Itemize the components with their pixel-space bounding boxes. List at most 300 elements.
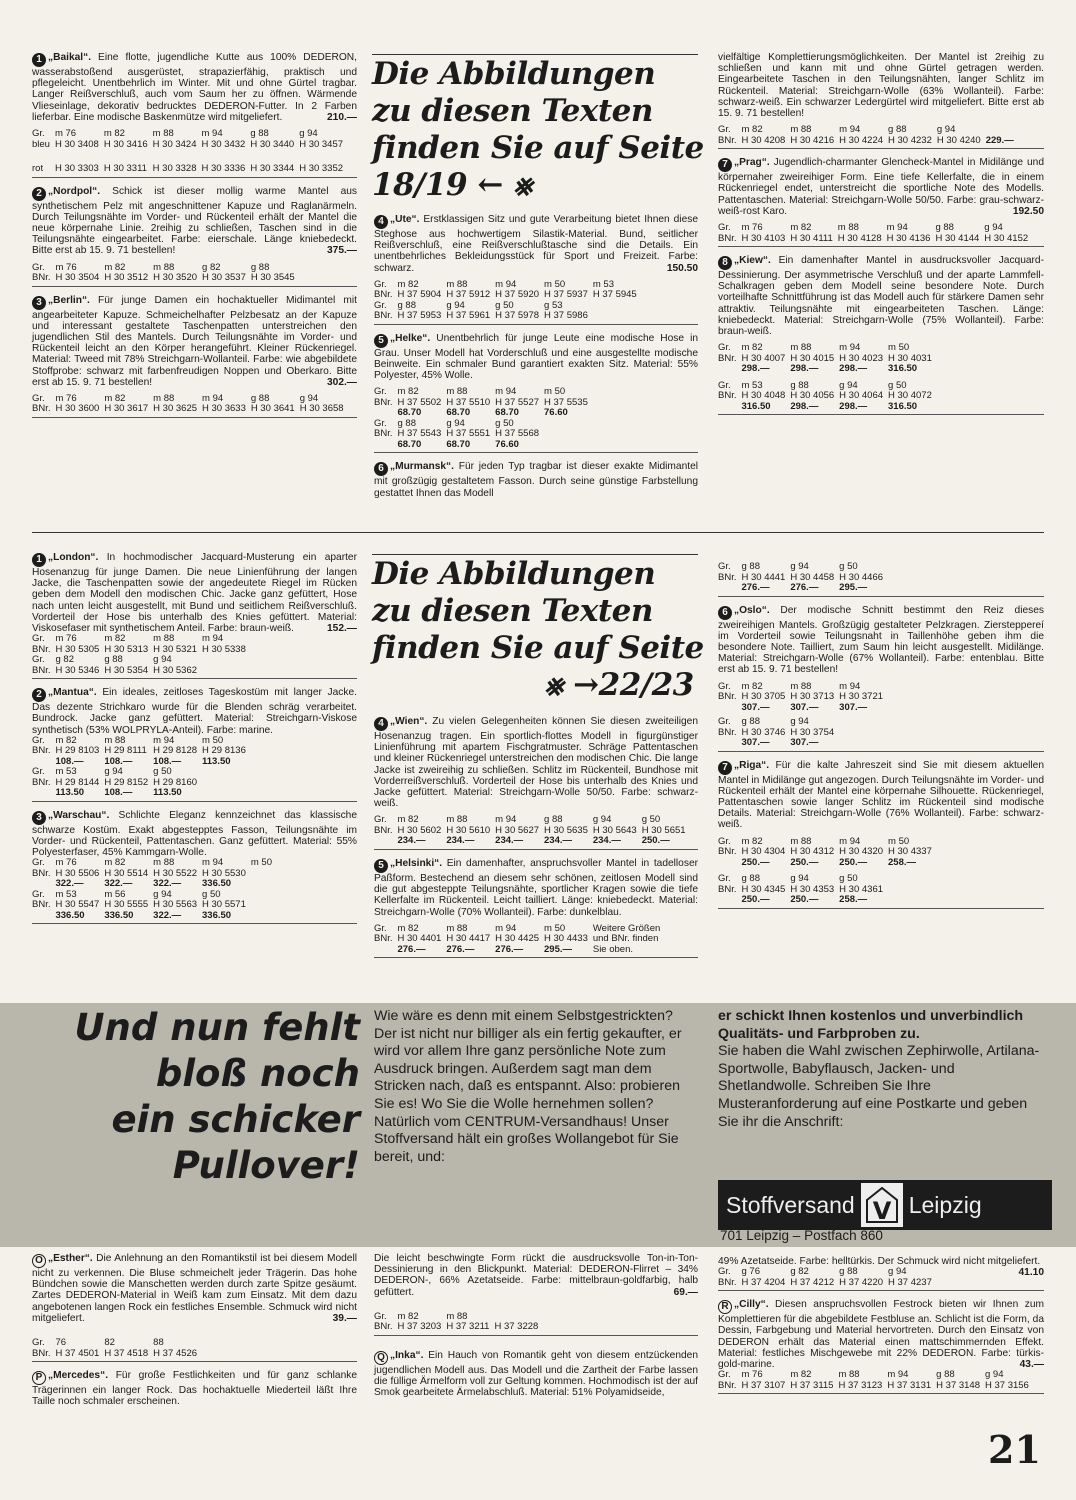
size-cell: Gr. bbox=[374, 417, 387, 429]
size-cell: 336.50 bbox=[104, 909, 134, 921]
size-cell: BNr. bbox=[718, 726, 737, 738]
item-text: vielfältige Komplettierungsmöglichkeiten. Der Mantel ist 2reihig zu schließen und kann mit und ohne Gürtel getragen werden. Eingearbeitete Taschen in den Teilungsnähten, langer Schlitz im Rückenteil. Material: Streichgarn-Wolle (63% Wollanteil). Farbe: schwarz-weiß. Ein schwarzer Ledergürtel wird mitgeliefert. Bitte erst ab 15. 9. 71 bestellen! bbox=[718, 52, 1044, 120]
size-cell: 76.60 bbox=[544, 407, 568, 419]
size-cell: H 30 4320 bbox=[839, 846, 884, 858]
item-price: 69.— bbox=[673, 1286, 698, 1298]
size-cell: 68.70 bbox=[446, 407, 471, 419]
size-cell bbox=[718, 583, 741, 594]
size-cell: H 37 4518 bbox=[104, 1347, 149, 1359]
size-cell: H 30 3600 bbox=[55, 403, 100, 415]
size-cell: m 94 bbox=[495, 922, 517, 934]
size-cell: m 82 bbox=[741, 680, 763, 692]
v-logo-icon bbox=[861, 1183, 903, 1227]
size-cell: 250.— bbox=[790, 894, 819, 906]
item-text: Unentbehrlich für junge Leute eine modische Hose in Grau. Unser Modell hat Vorderschluß und eine ausgestellte modische Beinweite. Ein schmaler Bund garantiert exakten Sitz. Material: 55% Polyester, 45% Wolle. bbox=[374, 332, 698, 382]
size-cell: m 50 bbox=[544, 386, 566, 398]
size-cell: H 30 4345 bbox=[741, 883, 786, 895]
size-cell: m 88 bbox=[446, 814, 468, 826]
size-cell: H 30 4152 bbox=[984, 232, 1029, 244]
size-cell: 298.— bbox=[839, 363, 868, 375]
size-cell: 234.— bbox=[544, 835, 573, 847]
slogan-line: ein schicker bbox=[111, 1098, 360, 1141]
item-berlin bbox=[32, 295, 357, 418]
size-cell: H 30 4103 bbox=[741, 232, 786, 244]
size-cell: H 37 3107 bbox=[741, 1379, 786, 1391]
size-cell: H 30 5514 bbox=[104, 867, 149, 879]
item-text: Ein ideales, zeitloses Tageskostüm mit langer Jacke. Das dezente Strichkaro wurde für die Blenden schräg verarbeitet. Bundrock. Jacke ganz gefüttert. Material: Streichgarn-Viskose synthetisch (53% WOLPRYLA-Anteil). Farbe: marine. bbox=[32, 687, 357, 736]
size-cell: m 50 bbox=[888, 835, 910, 847]
item-name: „Helsinki“. bbox=[390, 857, 443, 869]
size-cell: BNr. bbox=[32, 643, 51, 655]
promo-text-right bbox=[718, 1008, 1048, 1131]
item-price: 152.— bbox=[326, 623, 357, 635]
column-right-top bbox=[718, 52, 1044, 423]
item-name: „Nordpol“. bbox=[48, 185, 101, 197]
size-cell: Gr. bbox=[32, 734, 45, 746]
size-cell: g 88 bbox=[888, 124, 907, 136]
item-text: Erstklassigen Sitz und gute Verarbeitung bietet Ihnen diese Steghose aus hochwertigem Silastik-Material. Bund, seitlicher Reißverschluß, eine Reißverschlußtasche sind die Details. Ein unentbehrliches Bekleidungsstück für Sport und Freizeit. Farbe: schwarz. bbox=[374, 214, 698, 274]
item-price: 41.10 bbox=[1018, 1267, 1044, 1279]
size-cell: und BNr. finden bbox=[592, 933, 659, 945]
size-cell: 234.— bbox=[397, 835, 426, 847]
size-cell: H 30 3520 bbox=[153, 272, 198, 284]
size-cell: BNr. bbox=[718, 571, 737, 583]
size-cell: 276.— bbox=[397, 943, 426, 955]
size-cell: m 94 bbox=[202, 633, 224, 645]
size-cell: 250.— bbox=[641, 835, 670, 847]
size-cell: H 37 3131 bbox=[887, 1379, 932, 1391]
size-cell: H 30 4466 bbox=[839, 571, 884, 583]
size-cell: H 37 3156 bbox=[985, 1379, 1029, 1391]
size-cell: g 82 bbox=[202, 261, 221, 273]
size-cell: H 30 5555 bbox=[104, 899, 149, 911]
column-middle-top bbox=[374, 214, 698, 507]
size-cell: BNr. bbox=[718, 1276, 737, 1288]
size-cell bbox=[718, 402, 741, 413]
size-cell bbox=[32, 788, 55, 799]
size-cell: m 94 bbox=[839, 124, 861, 136]
size-cell: m 94 bbox=[886, 222, 908, 234]
item-name: „Wien“. bbox=[390, 716, 428, 727]
size-cell: BNr. bbox=[374, 1321, 393, 1333]
headline-line: finden Sie auf Seite bbox=[372, 630, 704, 666]
size-cell: Gr. bbox=[32, 888, 45, 900]
size-cell: Gr. bbox=[718, 835, 731, 847]
size-cell: H 30 4240 bbox=[936, 134, 981, 146]
item-letter: O bbox=[32, 1254, 46, 1268]
size-table bbox=[32, 858, 357, 924]
size-cell: g 94 bbox=[839, 379, 858, 391]
size-cell: H 30 5635 bbox=[544, 824, 588, 836]
size-cell: g 94 bbox=[790, 561, 809, 572]
item-name: „Esther“. bbox=[48, 1253, 93, 1264]
size-cell: m 82 bbox=[55, 734, 77, 746]
size-cell: g 88 bbox=[250, 128, 269, 140]
size-cell: m 88 bbox=[790, 342, 812, 354]
item-text: Für junge Damen ein hochaktueller Midimantel mit angearbeiteter Kapuze. Schmeichelhafter Pelzbesatz an der Kapuze und interessant gestaltete Taschenpatten unterstreichen den jugendlichen Stil des Mantels. Durch Teilungsnähte im Vorder- und Rückenteil leicht an den Körper herangeführt. Kleiner Rückenriegel. Material: Tweed mit 78% Streichgarn-Wollanteil. Farbe: wie abgebildete Stoffprobe: schwarz mit farbenfreudigen Noppen und Oberkaro. Bitte erst ab 15. 9. 71 bestellen! bbox=[32, 294, 357, 388]
size-cell: 258.— bbox=[839, 894, 868, 906]
size-cell: H 30 4401 bbox=[397, 933, 442, 945]
size-cell: H 30 4072 bbox=[888, 390, 932, 402]
size-cell: H 30 3625 bbox=[153, 403, 198, 415]
size-cell: m 50 bbox=[888, 342, 910, 354]
size-cell: g 94 bbox=[790, 716, 809, 728]
size-cell: g 94 bbox=[790, 873, 809, 885]
headline-line: zu diesen Texten bbox=[372, 93, 653, 129]
size-cell: m 88 bbox=[152, 128, 174, 140]
item-name: „Cilly“. bbox=[734, 1299, 769, 1311]
size-table bbox=[374, 924, 698, 959]
size-cell: Gr. bbox=[374, 922, 387, 934]
promo-bold-text: er schickt Ihnen kostenlos und unverbindlich Qualitäts- und Farbproben zu. bbox=[718, 1008, 1024, 1042]
item-helke bbox=[374, 333, 698, 454]
item-text: Der modische Schnitt bestimmt den Reiz dieses zweireihigen Mantels. Großzügig gestalteter Pelzkragen. Ziersteppereí im Vorderteil sowie Teilungsnaht in Taillenhöhe geben ihm die besondere Note. Tailliert, zum Saum hin leicht ausgestellt. Midilänge. Material: Streichgarn-Wolle (67% Wollanteil). Farbe: entenblau. Bitte erst ab 15. 9. 71 bestellen! bbox=[718, 604, 1044, 676]
item-number: 5 bbox=[374, 334, 388, 348]
size-cell: 322.— bbox=[55, 878, 84, 890]
size-cell: H 30 3432 bbox=[201, 138, 246, 150]
size-cell: H 30 3328 bbox=[152, 163, 197, 175]
size-cell: 108.— bbox=[104, 755, 133, 767]
size-cell: g 50 bbox=[839, 561, 858, 572]
size-cell: H 30 3424 bbox=[152, 138, 197, 150]
size-cell: Gr. bbox=[718, 1266, 731, 1278]
headline-line: Die Abbildungen bbox=[372, 556, 656, 592]
size-cell: 298.— bbox=[790, 400, 819, 412]
size-cell: 250.— bbox=[741, 856, 770, 868]
size-cell: m 82 bbox=[741, 342, 763, 354]
size-cell: H 30 3721 bbox=[839, 691, 884, 703]
size-cell: H 37 5535 bbox=[544, 396, 588, 408]
item-price: 150.50 bbox=[666, 262, 698, 274]
size-cell: H 29 8128 bbox=[153, 745, 198, 757]
size-cell: 113.50 bbox=[202, 755, 231, 767]
size-cell: m 88 bbox=[104, 734, 126, 746]
size-cell: m 94 bbox=[201, 128, 223, 140]
size-cell: g 88 bbox=[544, 814, 563, 826]
size-cell: H 29 8152 bbox=[104, 776, 149, 788]
size-cell: 258.— bbox=[888, 856, 917, 868]
size-table bbox=[718, 343, 1044, 415]
size-cell: H 37 5510 bbox=[446, 396, 491, 408]
size-table bbox=[32, 129, 357, 178]
size-cell: H 30 4064 bbox=[839, 390, 884, 402]
size-cell: m 50 bbox=[250, 857, 272, 869]
size-table bbox=[718, 562, 1044, 597]
item-name: „Warschau“. bbox=[48, 809, 110, 821]
promo-body-text: Sie haben die Wahl zwischen Zephirwolle, Artilana-Sportwolle, Babyflausch, Jacken- und Shetlandwolle. Schreiben Sie Ihre Musteranforderung auf eine Postkarte und geben Sie ihr die Anschrift: bbox=[718, 1043, 1040, 1130]
size-cell: m 88 bbox=[446, 386, 468, 398]
size-cell: H 30 3713 bbox=[790, 691, 835, 703]
size-table bbox=[718, 1370, 1044, 1394]
size-cell: 298.— bbox=[839, 400, 868, 412]
size-cell: m 88 bbox=[446, 1310, 468, 1322]
size-cell: H 30 4208 bbox=[741, 134, 786, 146]
size-cell: m 94 bbox=[839, 342, 861, 354]
item-text: Ein damenhafter Mantel in ausdrucksvoller Jacquard-Dessinierung. Der asymmetrische Verschluß und der aparte Lammfell-Schalkragen geben dem Modell seine besondere Note. Durch vorteilhafte Schnittführung ist das Modell auch für stärkere Damen sehr attraktiv. Teilungsnähte mit eingearbeiteten Taschen. Länge: kniebedeckt. Material: Streichgarn-Wolle (75% Wollanteil). Farbe: braun-weiß. bbox=[718, 255, 1044, 338]
size-cell: H 37 5502 bbox=[397, 396, 442, 408]
headline-line: 18/19 ← ⨳ bbox=[372, 167, 532, 203]
item-number: 2 bbox=[32, 187, 46, 201]
size-cell: g 50 bbox=[888, 379, 907, 391]
size-cell: BNr. bbox=[32, 1347, 51, 1359]
size-cell: Gr. bbox=[32, 392, 45, 404]
size-cell: H 30 4337 bbox=[888, 846, 932, 858]
item-number: 7 bbox=[718, 761, 732, 775]
size-cell: m 82 bbox=[741, 124, 763, 136]
size-table bbox=[32, 263, 357, 287]
item-inka-cont bbox=[718, 1256, 1044, 1291]
size-cell: g 94 bbox=[153, 888, 172, 900]
item-number: 3 bbox=[32, 296, 46, 310]
size-cell: m 56 bbox=[104, 888, 126, 900]
size-cell: BNr. bbox=[718, 390, 737, 402]
size-cell: g 94 bbox=[984, 222, 1003, 234]
size-cell: g 88 bbox=[839, 1266, 858, 1278]
size-cell: Gr. bbox=[374, 1310, 387, 1322]
size-cell: g 88 bbox=[790, 379, 809, 391]
item-oslo bbox=[718, 605, 1044, 752]
size-cell: g 94 bbox=[985, 1369, 1004, 1381]
size-cell: m 82 bbox=[103, 128, 125, 140]
size-cell: H 37 4212 bbox=[790, 1276, 835, 1288]
size-cell: H 30 4232 bbox=[888, 134, 932, 146]
size-cell: H 30 3440 bbox=[250, 138, 295, 150]
size-cell: m 82 bbox=[104, 392, 126, 404]
item-name: „Riga“. bbox=[734, 759, 770, 771]
item-esther bbox=[32, 1253, 357, 1362]
item-text: Die leicht beschwingte Form rückt die ausdrucksvolle Ton-in-Ton-Dessinierung in den Blickpunkt. Material: DEDERON-Flirret – 34% DEDERON-, 66% Azetatseide. Farbe: mittelbraun-goldfarbig, halb gefüttert. bbox=[374, 1253, 698, 1298]
size-cell: H 30 5338 bbox=[202, 643, 246, 655]
size-cell: m 53 bbox=[592, 278, 614, 290]
size-cell: Gr. bbox=[374, 278, 387, 290]
item-letter: R bbox=[718, 1300, 732, 1314]
logo-right-text: Leipzig bbox=[908, 1191, 982, 1218]
size-cell: m 53 bbox=[55, 766, 77, 778]
item-prag bbox=[718, 157, 1044, 247]
size-cell: Gr. bbox=[718, 561, 731, 572]
size-cell: Gr. bbox=[718, 680, 731, 692]
size-cell: H 30 4304 bbox=[741, 846, 786, 858]
size-cell: H 37 5937 bbox=[544, 289, 588, 301]
item-number: 1 bbox=[32, 553, 46, 567]
size-cell: 276.— bbox=[446, 943, 475, 955]
size-table bbox=[718, 837, 1044, 909]
size-cell: H 30 4023 bbox=[839, 352, 884, 364]
item-name: „Helke“. bbox=[390, 332, 431, 344]
item-text: Ein damenhafter, anspruchsvoller Mantel in tadelloser Paßform. Bestechend an diesem sehr schönen, zeitlosen Modell sind die gut abgesteppte Teilungsnähte, sportlicher Kragen sowie die tiefe Kellerfalte im Rückenteil. Leicht tailliert. Länge: kniebedeckt. Material: Streichgarn-Wolle (70% Wollanteil). Farbe: dunkelblau. bbox=[374, 857, 698, 918]
size-cell: bleu bbox=[32, 138, 50, 150]
item-wien bbox=[374, 716, 698, 850]
size-cell: g 94 bbox=[592, 814, 612, 826]
size-cell: H 30 4048 bbox=[741, 390, 786, 402]
size-cell: Gr. bbox=[32, 1337, 45, 1349]
size-cell: m 82 bbox=[397, 1310, 419, 1322]
slogan-line: Und nun fehlt bbox=[74, 1006, 360, 1049]
size-table bbox=[374, 815, 698, 850]
item-name: „Inka“. bbox=[390, 1349, 424, 1361]
size-cell: H 29 8136 bbox=[202, 745, 246, 757]
size-cell: m 82 bbox=[104, 261, 126, 273]
size-cell: g 94 bbox=[446, 417, 465, 429]
size-cell: m 88 bbox=[838, 1369, 860, 1381]
size-cell: H 29 8103 bbox=[55, 745, 100, 757]
item-murmansk bbox=[374, 461, 698, 498]
size-cell: H 30 5563 bbox=[153, 899, 198, 911]
size-cell: BNr. bbox=[374, 824, 393, 836]
size-table bbox=[32, 394, 357, 418]
size-cell bbox=[374, 836, 397, 847]
headline-bottom bbox=[372, 556, 704, 704]
size-cell: 68.70 bbox=[397, 438, 422, 450]
size-cell: H 30 4312 bbox=[790, 846, 835, 858]
size-cell: BNr. bbox=[32, 272, 51, 284]
size-cell: 250.— bbox=[839, 856, 868, 868]
slogan-line: bloß noch bbox=[155, 1052, 360, 1095]
item-murmansk-cont bbox=[718, 52, 1044, 149]
size-cell: 307.— bbox=[741, 737, 770, 749]
size-cell: H 30 5530 bbox=[202, 867, 246, 879]
size-cell: H 30 5522 bbox=[153, 867, 198, 879]
size-cell: Gr. bbox=[32, 766, 45, 778]
size-cell: H 30 3336 bbox=[201, 163, 246, 175]
size-cell: g 88 bbox=[397, 299, 416, 311]
size-cell: m 94 bbox=[887, 1369, 909, 1381]
size-cell: H 30 5651 bbox=[641, 824, 686, 836]
size-cell: H 30 5643 bbox=[592, 824, 637, 836]
size-cell: 68.70 bbox=[495, 407, 519, 419]
item-number: 4 bbox=[374, 215, 388, 229]
size-cell: H 37 5543 bbox=[397, 428, 442, 440]
column-left-top bbox=[32, 52, 357, 426]
item-number: 4 bbox=[374, 717, 388, 731]
size-cell: g 88 bbox=[741, 716, 760, 728]
size-cell: g 76 bbox=[741, 1266, 760, 1278]
size-cell: 307.— bbox=[839, 701, 868, 713]
size-cell: m 53 bbox=[55, 888, 77, 900]
size-table bbox=[718, 125, 1044, 149]
size-cell: 76 bbox=[55, 1337, 67, 1349]
size-cell: H 30 3512 bbox=[104, 272, 149, 284]
size-cell: Gr. bbox=[32, 654, 45, 666]
size-cell: m 94 bbox=[495, 386, 517, 398]
size-cell: g 82 bbox=[55, 654, 74, 666]
size-cell: BNr. bbox=[374, 289, 393, 301]
divider bbox=[372, 554, 698, 555]
size-cell: m 88 bbox=[153, 261, 175, 273]
size-cell: g 94 bbox=[299, 128, 318, 140]
item-number: 2 bbox=[32, 688, 46, 702]
item-kiew bbox=[718, 255, 1044, 415]
item-name: „Ute“. bbox=[390, 214, 420, 225]
size-cell: H 30 4136 bbox=[886, 232, 931, 244]
size-cell: H 30 4015 bbox=[790, 352, 835, 364]
size-cell: 234.— bbox=[592, 835, 621, 847]
size-cell bbox=[718, 858, 741, 869]
size-cell: 68.70 bbox=[397, 407, 422, 419]
size-cell bbox=[718, 738, 741, 749]
size-cell: 108.— bbox=[153, 755, 182, 767]
size-cell: 298.— bbox=[790, 363, 819, 375]
size-cell bbox=[32, 150, 55, 164]
column-middle-bottom bbox=[374, 1253, 698, 1406]
size-cell: BNr. bbox=[374, 933, 393, 945]
item-name: „London“. bbox=[48, 552, 99, 563]
item-baikal bbox=[32, 52, 357, 178]
size-cell: Gr. bbox=[718, 1369, 731, 1381]
size-cell: H 37 4526 bbox=[153, 1347, 198, 1359]
item-text: Jugendlich-charmanter Glencheck-Mantel in Midilänge und körpernaher zweireihiger Form. Eine tiefe Kellerfalte, die in einem Rückenriegel endet, unterstreicht die sportliche Note des Modells. Pattentaschen. Material: Streichgarn-Wolle 50/50. Farbe: grau-schwarz-weiß-rost Karo. bbox=[718, 157, 1044, 217]
size-cell: g 53 bbox=[544, 299, 563, 311]
size-cell: H 30 4224 bbox=[839, 134, 884, 146]
size-cell: m 94 bbox=[495, 814, 517, 826]
size-cell: m 82 bbox=[397, 278, 419, 290]
size-cell: g 88 bbox=[741, 561, 760, 572]
item-london bbox=[32, 552, 357, 679]
size-cell: 234.— bbox=[495, 835, 524, 847]
size-cell: H 37 4501 bbox=[55, 1347, 100, 1359]
size-cell: H 37 5912 bbox=[446, 289, 491, 301]
size-cell: m 94 bbox=[202, 857, 224, 869]
item-name: „Kiew“. bbox=[734, 255, 771, 267]
size-cell: Gr. bbox=[32, 261, 45, 273]
section-divider bbox=[32, 532, 1044, 533]
size-cell: H 29 8111 bbox=[104, 745, 147, 757]
size-cell: Gr. bbox=[32, 633, 45, 645]
size-cell: H 30 3633 bbox=[202, 403, 246, 415]
size-cell: Gr. bbox=[718, 873, 731, 885]
size-cell: m 88 bbox=[153, 392, 175, 404]
size-table bbox=[718, 1267, 1044, 1291]
size-cell: g 94 bbox=[104, 766, 123, 778]
size-cell: H 30 4111 bbox=[790, 232, 833, 244]
item-riga bbox=[718, 760, 1044, 909]
size-cell: m 82 bbox=[104, 633, 126, 645]
size-cell: Gr. bbox=[32, 128, 45, 140]
size-cell: H 30 4458 bbox=[790, 571, 835, 583]
size-cell: rot bbox=[32, 163, 44, 175]
size-cell: H 30 5354 bbox=[104, 664, 149, 676]
size-cell: 295.— bbox=[839, 582, 868, 593]
size-cell: H 30 4361 bbox=[839, 883, 884, 895]
item-number: 5 bbox=[374, 859, 388, 873]
item-nordpol bbox=[32, 186, 357, 287]
size-table bbox=[374, 280, 698, 325]
item-text: Ein Hauch von Romantik geht von diesem entzückenden jugendlichen Modell aus. Das Modell und die Zartheit der Farbe lassen die füllige Ärmelform voll zur Geltung kommen. Hochmodisch ist der auf Smok gearbeitete Ärmelabschluß. Material: 51% Polyamidseide, bbox=[374, 1349, 698, 1399]
size-cell bbox=[718, 895, 741, 906]
size-cell: H 30 4216 bbox=[790, 134, 835, 146]
size-cell: Weitere Größen bbox=[592, 922, 661, 934]
size-cell: H 30 4144 bbox=[935, 232, 980, 244]
size-cell: H 30 5610 bbox=[446, 824, 491, 836]
size-cell: H 30 5346 bbox=[55, 664, 100, 676]
column-left-bottom bbox=[32, 1253, 357, 1415]
size-cell: 250.— bbox=[741, 894, 770, 906]
size-cell: g 50 bbox=[641, 814, 661, 826]
svg-text:V: V bbox=[872, 1197, 892, 1224]
column-left-middle bbox=[32, 552, 357, 932]
size-cell: m 82 bbox=[790, 222, 812, 234]
size-cell: m 50 bbox=[202, 734, 224, 746]
item-name: „Prag“. bbox=[734, 157, 770, 169]
column-middle-middle bbox=[374, 716, 698, 966]
size-cell: H 30 3457 bbox=[299, 138, 344, 150]
logo-left-text: Stoffversand bbox=[726, 1191, 855, 1218]
size-cell: 307.— bbox=[790, 701, 819, 713]
item-number: 6 bbox=[374, 462, 388, 476]
size-cell: 108.— bbox=[104, 787, 133, 799]
size-cell: g 82 bbox=[790, 1266, 809, 1278]
size-cell: H 37 5978 bbox=[495, 310, 540, 322]
